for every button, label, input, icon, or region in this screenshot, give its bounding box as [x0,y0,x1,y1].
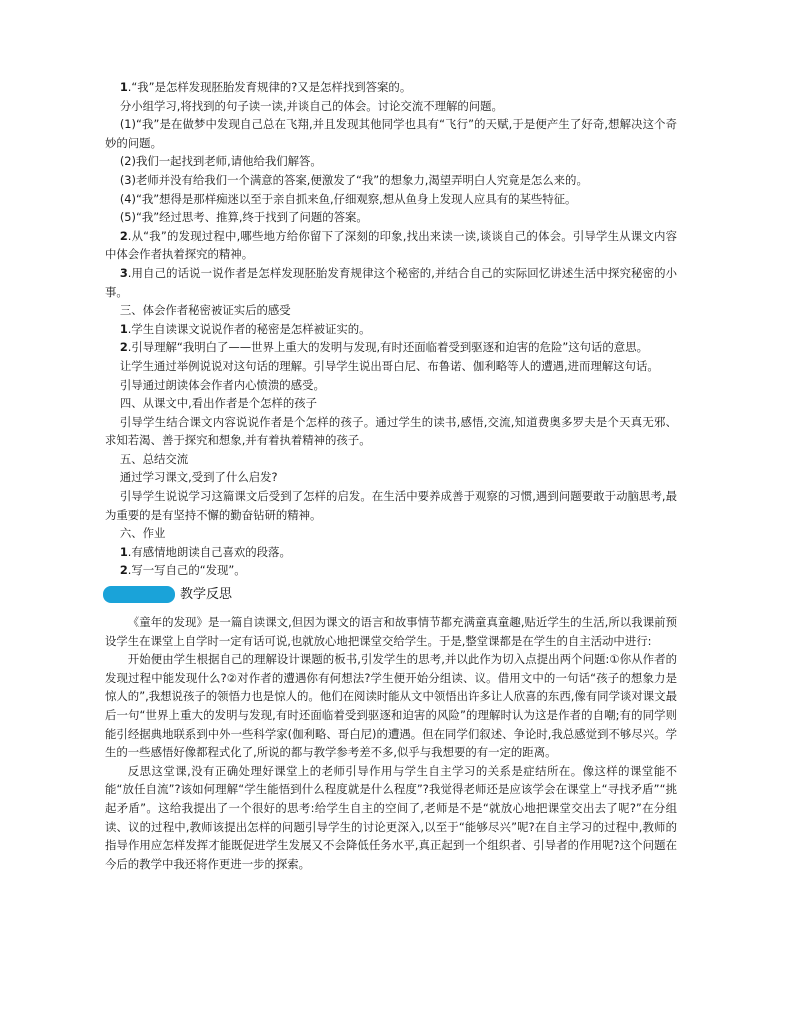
lesson-paragraph [105,394,677,413]
section-banner [103,584,677,606]
paragraph-text: (3)老师并没有给我们一个满意的答案,便激发了“我”的想象力,渴望弄明白人究竟是怎么来的。 [119,172,588,187]
lesson-paragraph [105,115,677,152]
paragraph-text: 引导学生说说学习这篇课文后受到了怎样的启发。在生活中要养成善于观察的习惯,遇到问题要敢于动脑思考,最为重要的是有坚持不懈的勤奋钻研的精神。 [105,489,677,522]
lesson-paragraph [105,413,677,450]
section-banner-bar [103,586,175,603]
paragraph-text: 分小组学习,将找到的句子读一读,并谈自己的体会。讨论交流不理解的问题。 [119,98,503,113]
lesson-paragraph [105,301,677,320]
lesson-paragraph [105,208,677,227]
lesson-paragraph [105,264,677,301]
lesson-paragraph [105,543,677,562]
paragraph-text: .有感情地朗读自己喜欢的段落。 [127,544,291,559]
reflection-paragraph [105,650,677,762]
lesson-paragraph [105,524,677,543]
lesson-paragraph [105,97,677,116]
lesson-paragraph [105,320,677,339]
reflection-paragraph [105,762,677,874]
paragraph-text: .引导理解“我明白了——世界上重大的发明与发现,有时还面临着受到驱逐和迫害的危险”这句话的意思。 [127,340,648,355]
item-number: 2 [119,563,128,578]
paragraph-text: (1)“我”是在做梦中发现自己总在飞翔,并且发现其他同学也具有“飞行”的天赋,于是便产生了好奇,想解决这个奇妙的问题。 [105,117,677,150]
paragraph-text: (4)“我”想得是那样痴迷以至于亲自抓来鱼,仔细观察,想从鱼身上发现人应具有的某些特征。 [119,191,577,206]
paragraph-text: 四、从课文中,看出作者是个怎样的孩子 [119,396,318,411]
lesson-paragraph [105,357,677,376]
reflection-text [105,613,677,873]
lesson-paragraph [105,468,677,487]
paragraph-text: .“我”是怎样发现胚胎发育规律的?又是怎样找到答案的。 [127,80,412,94]
item-number: 2 [119,228,128,243]
reflection-paragraph [105,613,677,650]
paragraph-text: .从“我”的发现过程中,哪些地方给你留下了深刻的印象,找出来读一读,谈谈自己的体会。引导学生从课文内容中体会作者执着探究的精神。 [105,228,677,262]
paragraph-text: (2)我们一起找到老师,请他给我们解答。 [119,154,322,169]
lesson-steps [105,78,677,580]
lesson-paragraph [105,338,677,357]
paragraph-text: 六、作业 [119,526,166,541]
document-body [105,78,677,873]
lesson-paragraph [105,487,677,524]
lesson-paragraph [105,376,677,395]
lesson-paragraph [105,78,677,97]
paragraph-text: 让学生通过举例说说对这句话的理解。引导学生说出哥白尼、布鲁诺、伽利略等人的遭遇,进而理解这句话。 [119,358,659,373]
paragraph-text: .写一写自己的“发现”。 [127,563,246,578]
lesson-paragraph [105,227,677,264]
paragraph-text: 开始便由学生根据自己的理解设计课题的板书,引发学生的思考,并以此作为切入点提出两个问题:①你从作者的发现过程中能发现什么?②对作者的遭遇你有何想法?学生便开始分组读、议。借用文中的一句话“孩子的想象力是惊人的”,我想说孩子的领悟力也是惊人的。他们在阅读时能从文中领悟出许多让人欣喜的东西,像有同学谈对课文最后一句“世界上重大的发明与发现,有时还面临着受到驱逐和迫害的风险”的理解时认为这是作者的自嘲;有的同学则能引经据典地联系到中外一些科学家(伽利略、哥白尼)的遭遇。但在同学们叙述、争论时,我总感觉到不够尽兴。学生的一些感悟好像都程式化了,所说的都与教学参考差不多,似乎与我想要的有一定的距离。 [105,652,677,760]
item-number: 3 [119,265,128,280]
item-number: 2 [119,340,128,355]
lesson-paragraph [105,561,677,580]
lesson-paragraph [105,450,677,469]
lesson-paragraph [105,152,677,171]
item-number: 1 [119,321,128,336]
section-title: 教学反思 [180,587,233,603]
paragraph-text: .学生自读课文说说作者的秘密是怎样被证实的。 [127,321,371,336]
item-number: 1 [119,544,128,559]
paragraph-text: 通过学习课文,受到了什么启发? [119,470,278,485]
paragraph-text: 引导学生结合课文内容说说作者是个怎样的孩子。通过学生的读书,感悟,交流,知道费奥多罗夫是个天真无邪、求知若渴、善于探究和想象,并有着执着精神的孩子。 [105,414,677,448]
lesson-paragraph [105,171,677,190]
paragraph-text: .用自己的话说一说作者是怎样发现胚胎发育规律这个秘密的,并结合自己的实际回忆讲述生活中探究秘密的小事。 [105,265,677,299]
paragraph-text: 五、总结交流 [119,451,189,466]
lesson-paragraph [105,190,677,209]
paragraph-text: 《童年的发现》是一篇自读课文,但因为课文的语言和故事情节都充满童真童趣,贴近学生的生活,所以我课前预设学生在课堂上自学时一定有话可说,也就放心地把课堂交给学生。于是,整堂课都是在学生的自主活动中进行: [105,615,677,648]
paragraph-text: 反思这堂课,没有正确处理好课堂上的老师引导作用与学生自主学习的关系是症结所在。像这样的课堂能不能“放任自流”?该如何理解“学生能悟到什么程度就是什么程度”?我觉得老师还是应该学会在课堂上“寻找矛盾”“挑起矛盾”。这给我提出了一个很好的思考:给学生自主的空间了,老师是不是“就放心地把课堂交出去了呢?”在分组读、议的过程中,教师该提出怎样的问题引导学生的讨论更深入,以至于“能够尽兴”呢?在自主学习的过程中,教师的指导作用应怎样发挥才能既促进学生发展又不会降低任务水平,真正起到一个组织者、引导者的作用呢?这个问题在今后的教学中我还将作更进一步的探索。 [105,763,677,871]
paragraph-text: 三、体会作者秘密被证实后的感受 [119,303,291,318]
item-number: 1 [119,80,128,94]
paragraph-text: (5)“我”经过思考、推算,终于找到了问题的答案。 [119,210,368,225]
paragraph-text: 引导通过朗读体会作者内心愤溃的感受。 [119,377,325,392]
